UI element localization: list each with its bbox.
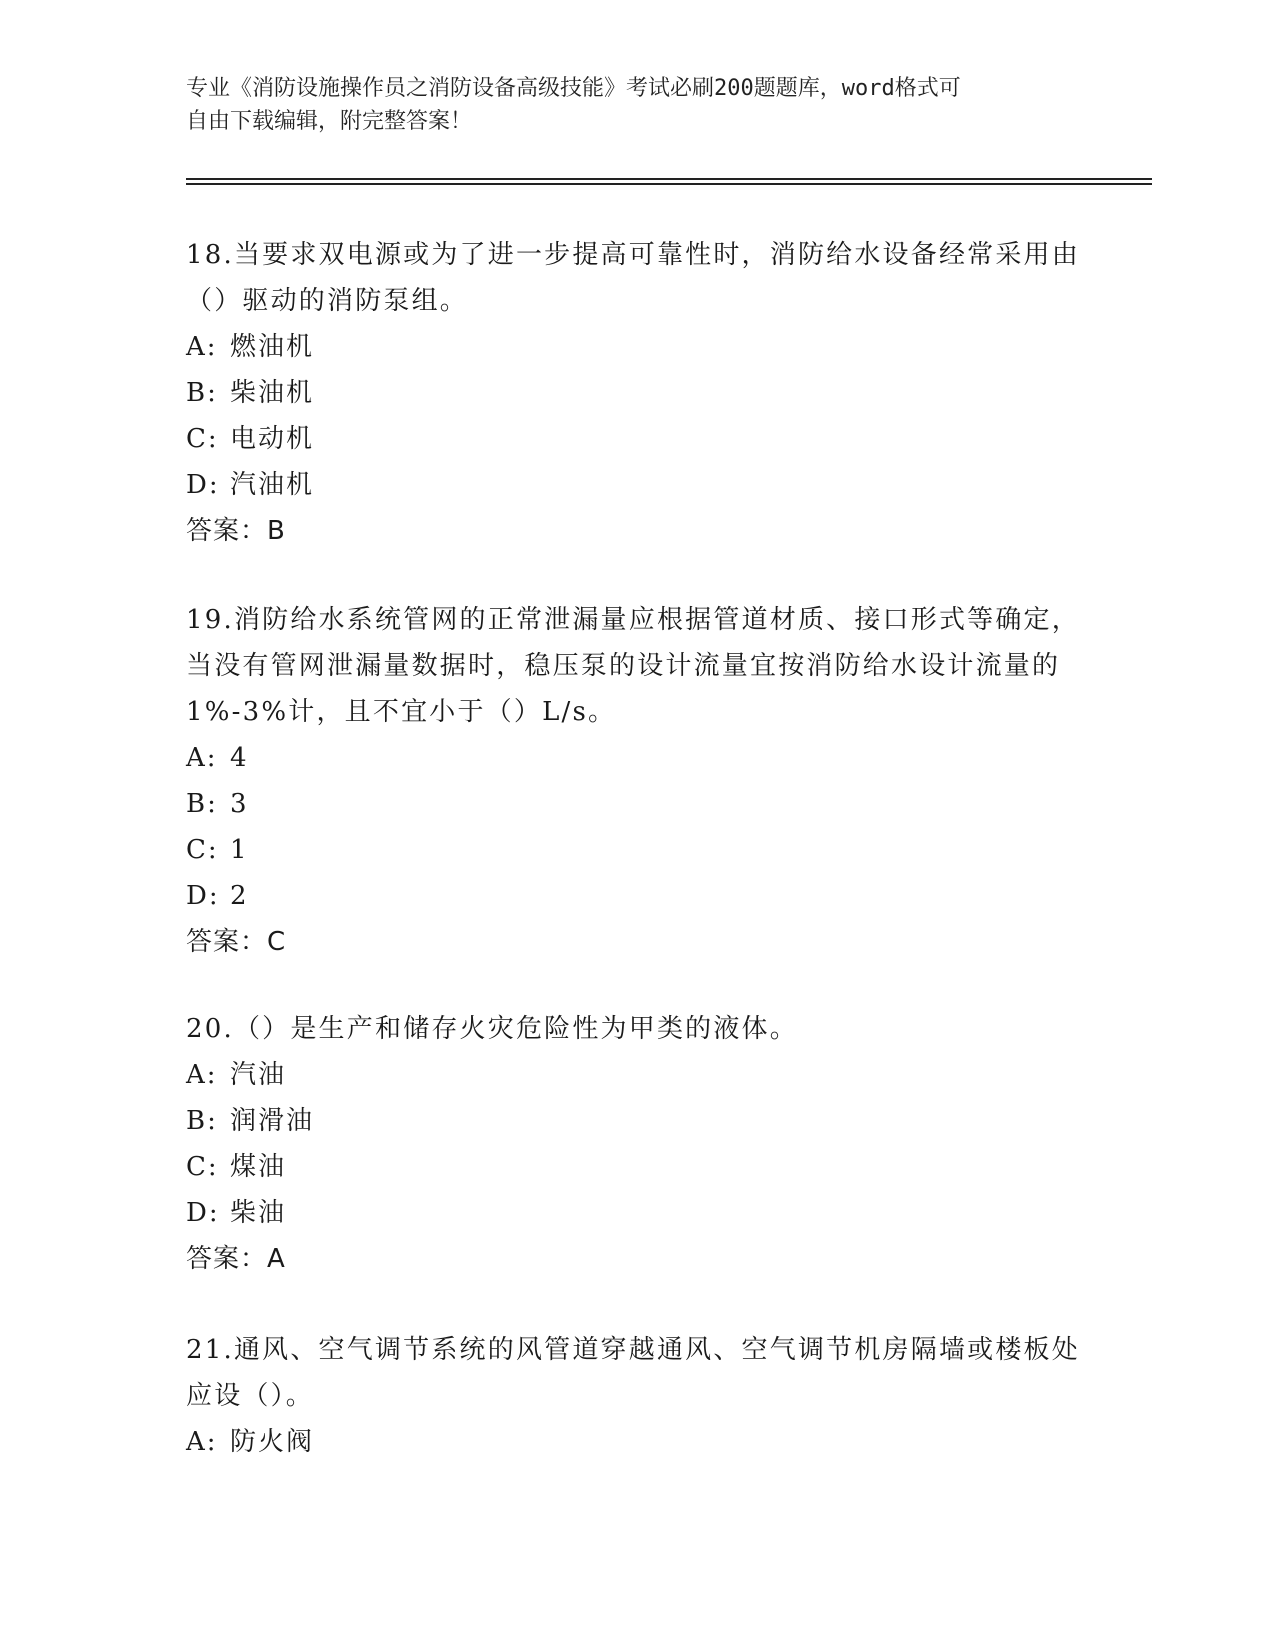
- option-b: [186, 781, 1086, 827]
- header-divider-bottom: [186, 183, 1152, 185]
- option-value: 煤油: [230, 1152, 287, 1182]
- document-header: [186, 72, 1086, 138]
- option-key: B:: [186, 1106, 218, 1136]
- option-value: 柴油机: [230, 378, 315, 408]
- option-value: 防火阀: [230, 1427, 315, 1457]
- answer-line: 答案：C: [186, 927, 287, 957]
- option-key: C:: [186, 424, 219, 454]
- option-value: 2: [230, 881, 249, 911]
- option-a: [186, 1052, 1086, 1098]
- option-a: [186, 324, 1086, 370]
- option-c: [186, 827, 1086, 873]
- question-text: 21.通风、空气调节系统的风管道穿越通风、空气调节机房隔墙或楼板处应设（）。: [186, 1335, 1080, 1411]
- option-a: [186, 735, 1086, 781]
- option-a: [186, 1419, 1086, 1465]
- option-key: C:: [186, 1152, 219, 1182]
- header-line-2: 自由下载编辑，附完整答案！: [186, 109, 473, 134]
- option-value: 汽油: [230, 1060, 287, 1090]
- option-value: 燃油机: [230, 332, 315, 362]
- option-key: A:: [186, 1060, 218, 1090]
- answer-line: 答案：B: [186, 516, 286, 546]
- option-value: 汽油机: [230, 470, 315, 500]
- option-key: B:: [186, 789, 218, 819]
- answer-line: 答案：A: [186, 1244, 286, 1274]
- header-line-1: 专业《消防设施操作员之消防设备高级技能》考试必刷200题题库，word格式可: [186, 76, 961, 101]
- option-value: 4: [230, 743, 249, 773]
- question-20: [186, 1006, 1086, 1282]
- option-value: 润滑油: [230, 1106, 315, 1136]
- option-key: B:: [186, 378, 218, 408]
- option-value: 电动机: [230, 424, 315, 454]
- option-key: D:: [186, 881, 220, 911]
- option-key: A:: [186, 1427, 218, 1457]
- option-key: D:: [186, 1198, 220, 1228]
- option-b: [186, 1098, 1086, 1144]
- header-divider-top: [186, 178, 1152, 180]
- option-c: [186, 1144, 1086, 1190]
- question-19: [186, 597, 1086, 965]
- question-text: 18.当要求双电源或为了进一步提高可靠性时，消防给水设备经常采用由（）驱动的消防泵组。: [186, 240, 1080, 316]
- option-key: A:: [186, 332, 218, 362]
- question-18: [186, 232, 1086, 554]
- option-c: [186, 416, 1086, 462]
- option-b: [186, 370, 1086, 416]
- question-21: [186, 1327, 1086, 1465]
- option-key: C:: [186, 835, 219, 865]
- option-key: D:: [186, 470, 220, 500]
- question-text: 19.消防给水系统管网的正常泄漏量应根据管道材质、接口形式等确定，当没有管网泄漏量数据时，稳压泵的设计流量宜按消防给水设计流量的1%-3%计，且不宜小于（）L/s。: [186, 605, 1080, 727]
- option-d: [186, 462, 1086, 508]
- option-value: 1: [230, 835, 249, 865]
- option-d: [186, 1190, 1086, 1236]
- option-value: 3: [230, 789, 249, 819]
- option-d: [186, 873, 1086, 919]
- option-value: 柴油: [230, 1198, 287, 1228]
- question-text: 20.（）是生产和储存火灾危险性为甲类的液体。: [186, 1014, 798, 1044]
- option-key: A:: [186, 743, 218, 773]
